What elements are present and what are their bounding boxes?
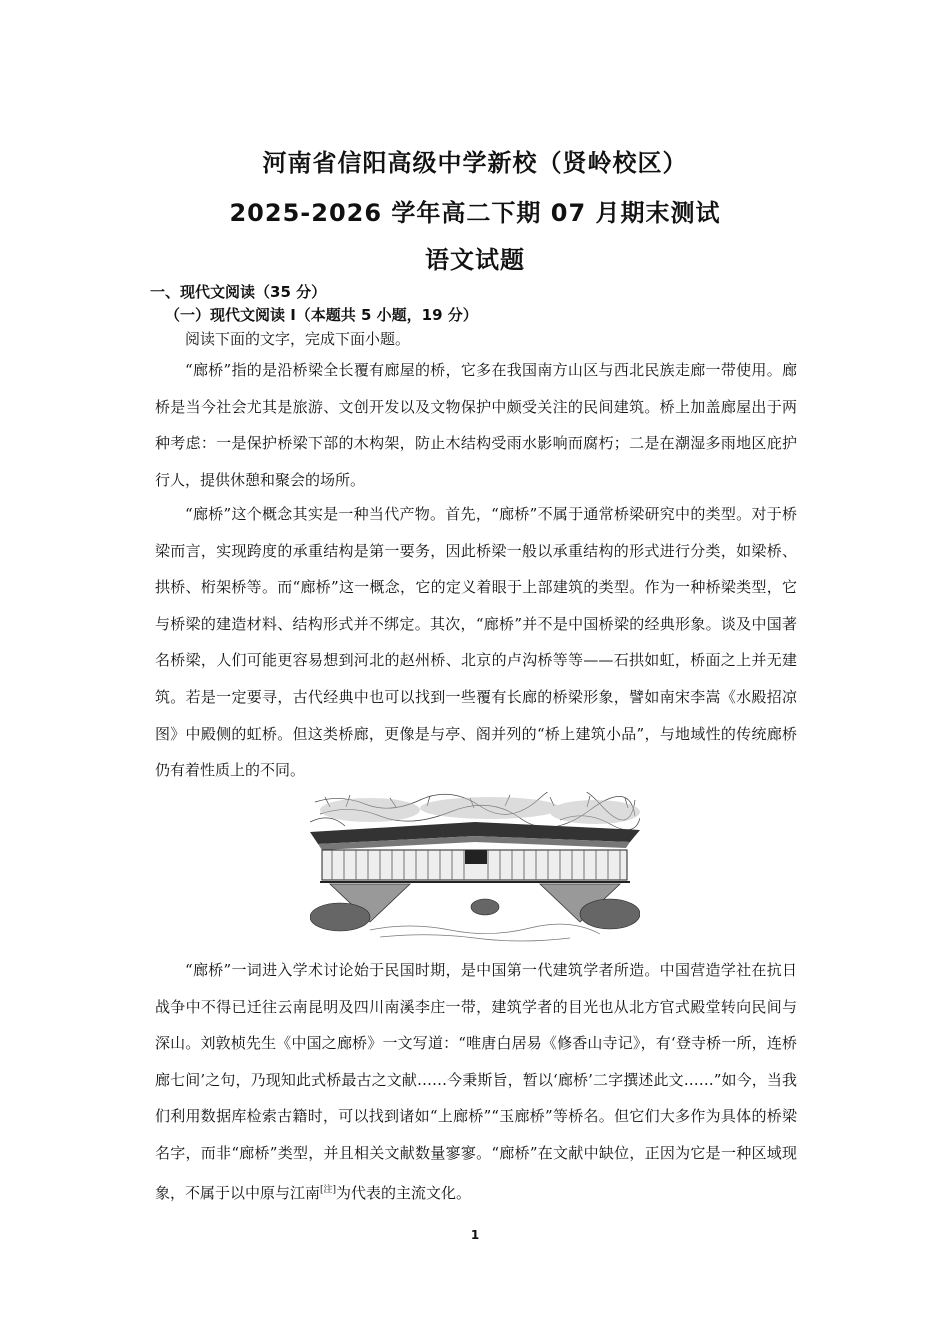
paragraph-3 — [155, 952, 797, 1211]
paragraph-1: “廊桥”指的是沿桥梁全长覆有廊屋的桥，它多在我国南方山区与西北民族走廊一带使用。廊桥是当今社会尤其是旅游、文创开发以及文物保护中颇受关注的民间建筑。桥上加盖廊屋出于两种考虑：一是保护桥梁下部的木构架，防止木结构受雨水影响而腐朽；二是在潮湿多雨地区庇护行人，提供休憩和聚会的场所。 — [155, 361, 797, 489]
page-number: 1 — [470, 1228, 480, 1242]
reading-instruction: 阅读下面的文字，完成下面小题。 — [185, 330, 411, 348]
covered-bridge-illustration — [310, 792, 640, 942]
paragraph-2: “廊桥”这个概念其实是一种当代产物。首先，“廊桥”不属于通常桥梁研究中的类型。对于桥梁而言，实现跨度的承重结构是第一要务，因此桥梁一般以承重结构的形式进行分类，如梁桥、拱桥、桁架桥等。而“廊桥”这一概念，它的定义着眼于上部建筑的类型。作为一种桥梁类型，它与桥梁的建造材料、结构形式并不绑定。其次，“廊桥”并不是中国桥梁的经典形象。谈及中国著名桥梁，人们可能更容易想到河北的赵州桥、北京的卢沟桥等等——石拱如虹，桥面之上并无建筑。若是一定要寻，古代经典中也可以找到一些覆有长廊的桥梁形象，譬如南宋李嵩《水殿招凉图》中殿侧的虹桥。但这类桥廊，更像是与亭、阁并列的“桥上建筑小品”，与地域性的传统廊桥仍有着性质上的不同。 — [155, 505, 797, 780]
subsection-heading: （一）现代文阅读 I（本题共 5 小题，19 分） — [165, 306, 478, 324]
school-title: 河南省信阳高级中学新校（贤岭校区） — [262, 149, 688, 177]
paragraph-3-text: “廊桥”一词进入学术讨论始于民国时期，是中国第一代建筑学者所造。中国营造学社在抗日战争中不得已迁往云南昆明及四川南溪李庄一带，建筑学者的目光也从北方官式殿堂转向民间与深山。刘敦桢先生《中国之廊桥》一文写道：“唯唐白居易《修香山寺记》，有‘登寺桥一所，连桥廊七间’之句，乃现知此式桥最古之文献……今秉斯旨，暂以‘廊桥’二字撰述此文……”如今，当我们利用数据库检索古籍时，可以找到诸如“上廊桥”“玉廊桥”等桥名。但它们大多作为具体的桥梁名字，而非“廊桥”类型，并且相关文献数量寥寥。“廊桥”在文献中缺位，正因为它是一种区域现象，不属于以中原与江南 — [155, 961, 797, 1202]
exam-title: 2025-2026 学年高二下期 07 月期末测试 — [229, 199, 721, 227]
subject-title: 语文试题 — [425, 246, 525, 274]
section-heading: 一、现代文阅读（35 分） — [150, 283, 327, 301]
footnote-marker[interactable]: [注] — [320, 1184, 337, 1195]
paragraph-3-tail: 为代表的主流文化。 — [336, 1183, 472, 1202]
